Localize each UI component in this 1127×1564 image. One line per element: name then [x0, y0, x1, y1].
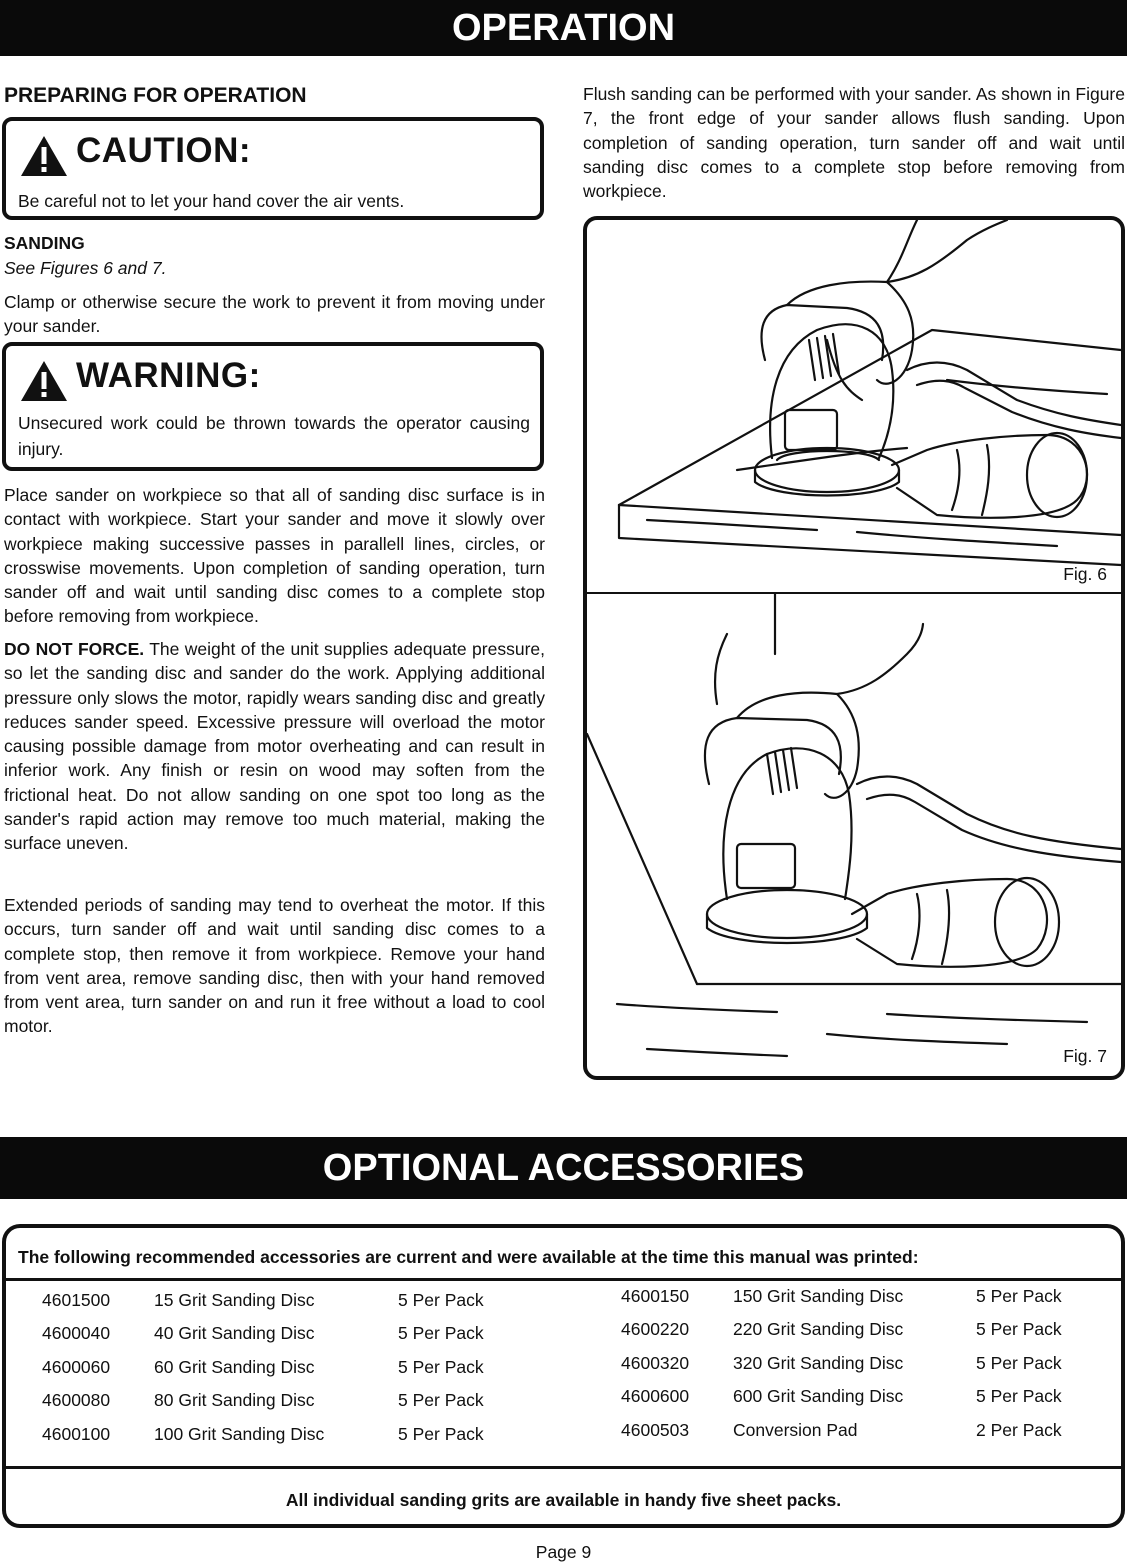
warning-triangle-icon — [20, 360, 68, 402]
force-paragraph — [4, 637, 545, 856]
divider — [6, 1466, 1121, 1469]
part-pack: 5 Per Pack — [398, 1390, 484, 1411]
list-item — [621, 1353, 1121, 1386]
flush-paragraph: Flush sanding can be performed with your sander. As shown in Figure 7, the front edge of your sander allows flush sanding. Upon completion of sanding operation, turn sander off and wait until sanding disc comes to a complete stop before removing from workpiece. — [583, 84, 1125, 202]
list-item — [621, 1386, 1121, 1419]
part-number: 4600100 — [42, 1423, 111, 1444]
list-item — [42, 1323, 562, 1356]
caution-text: Be careful not to let your hand cover the air vents. — [18, 191, 405, 211]
accessories-intro: The following recommended accessories are current and were available at the time this manual was printed: — [18, 1247, 919, 1267]
accessories-box — [2, 1224, 1125, 1528]
warning-box — [2, 342, 544, 471]
figure-7-illustration — [587, 594, 1121, 1076]
list-item — [42, 1290, 562, 1323]
list-item — [42, 1357, 562, 1390]
part-description: 220 Grit Sanding Disc — [733, 1319, 904, 1340]
sanding-heading: SANDING — [4, 233, 85, 253]
list-item — [621, 1319, 1121, 1352]
part-number: 4600600 — [621, 1386, 690, 1407]
caution-title: CAUTION: — [76, 131, 252, 170]
part-number: 4600220 — [621, 1319, 690, 1340]
part-pack: 5 Per Pack — [976, 1286, 1062, 1306]
part-description: 320 Grit Sanding Disc — [733, 1352, 904, 1373]
divider — [6, 1278, 1121, 1281]
part-description: 600 Grit Sanding Disc — [733, 1386, 904, 1407]
part-description: 150 Grit Sanding Disc — [733, 1286, 904, 1306]
accessories-left-list — [42, 1290, 562, 1457]
part-pack: 5 Per Pack — [398, 1323, 484, 1344]
warning-text: Unsecured work could be thrown towards the operator causing injury. — [18, 413, 530, 459]
list-item — [621, 1420, 1121, 1453]
force-lead: DO NOT FORCE. — [4, 639, 145, 659]
part-number: 4600040 — [42, 1323, 111, 1344]
part-pack: 5 Per Pack — [976, 1352, 1062, 1373]
part-number: 4600060 — [42, 1356, 111, 1377]
list-item — [621, 1286, 1121, 1319]
part-description: 100 Grit Sanding Disc — [154, 1423, 325, 1444]
part-number: 4600503 — [621, 1419, 690, 1440]
part-number: 4601500 — [42, 1290, 111, 1310]
part-pack: 5 Per Pack — [976, 1386, 1062, 1407]
list-item — [42, 1390, 562, 1423]
part-description: 80 Grit Sanding Disc — [154, 1390, 315, 1411]
page-number: Page 9 — [535, 1542, 592, 1562]
figure-6-label: Fig. 6 — [1063, 564, 1107, 584]
part-description: 40 Grit Sanding Disc — [154, 1323, 315, 1344]
part-number: 4600150 — [621, 1286, 690, 1306]
sanding-see-figures: See Figures 6 and 7. — [4, 258, 167, 278]
part-pack: 5 Per Pack — [976, 1319, 1062, 1340]
preparing-heading: PREPARING FOR OPERATION — [4, 84, 307, 107]
part-pack: 5 Per Pack — [398, 1423, 484, 1444]
accessories-right-list — [621, 1286, 1121, 1453]
list-item — [42, 1424, 562, 1457]
place-paragraph: Place sander on workpiece so that all of sanding disc surface is in contact with workpiece. Start your sander and move it slowly over workpiece making successive passes in parallell lines, circles, or crosswise movements. Upon completion of sanding operation, turn sander off and wait until sanding disc comes to a complete stop before removing from workpiece. — [4, 485, 545, 627]
part-pack: 2 Per Pack — [976, 1419, 1062, 1440]
caution-box — [2, 117, 544, 220]
force-text: The weight of the unit supplies adequate pressure, so let the sanding disc and sander do the work. Applying additional pressure only slows the motor, rapidly wears sanding disc and greatly reduces sander speed. Excessive pressure will overload the motor causing possible damage from motor overheating and can result in inferior work. Any finish or resin on wood may soften from the frictional heat. Do not allow sanding on one spot too long as the sander's rapid action may remove too much material, making the surface uneven. — [4, 639, 546, 854]
warning-triangle-icon — [20, 135, 68, 177]
warning-title: WARNING: — [76, 356, 261, 395]
extended-paragraph: Extended periods of sanding may tend to overheat the motor. If this occurs, turn sander off and wait until sanding disc comes to a complete stop, then remove it from workpiece. Remove your hand from vent area, remove sanding disc, then with your hand removed from vent area, turn sander on and run it free without a load to cool motor. — [4, 895, 545, 1037]
accessories-footer: All individual sanding grits are available in handy five sheet packs. — [285, 1490, 842, 1510]
part-description: 60 Grit Sanding Disc — [154, 1356, 315, 1377]
clamp-paragraph: Clamp or otherwise secure the work to prevent it from moving under your sander. — [4, 292, 545, 337]
figure-7-label: Fig. 7 — [1063, 1046, 1107, 1066]
part-pack: 5 Per Pack — [398, 1356, 484, 1377]
accessories-header: OPTIONAL ACCESSORIES — [0, 1137, 1127, 1199]
operation-header: OPERATION — [0, 0, 1127, 56]
figure-box — [583, 216, 1125, 1080]
part-pack: 5 Per Pack — [398, 1290, 484, 1310]
figure-6-illustration — [587, 220, 1121, 592]
part-number: 4600320 — [621, 1352, 690, 1373]
part-description: Conversion Pad — [733, 1419, 858, 1440]
part-number: 4600080 — [42, 1390, 111, 1411]
part-description: 15 Grit Sanding Disc — [154, 1290, 315, 1310]
